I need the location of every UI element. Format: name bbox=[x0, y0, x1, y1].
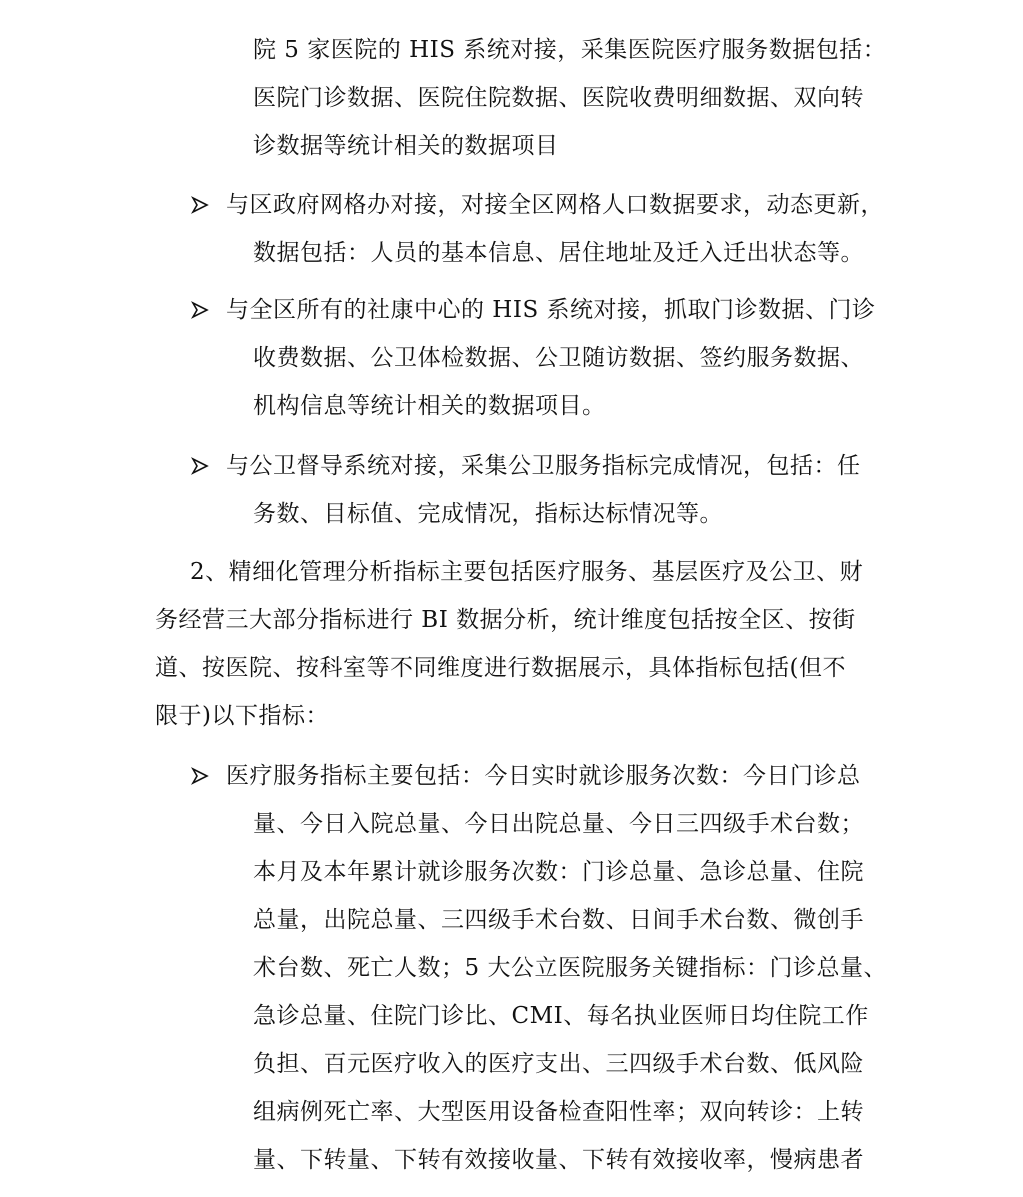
text-line: 诊数据等统计相关的数据项目 bbox=[253, 133, 559, 159]
text-line: 本月及本年累计就诊服务次数：门诊总量、急诊总量、住院 bbox=[253, 859, 864, 885]
text-line: 量、下转量、下转有效接收量、下转有效接收率，慢病患者 bbox=[253, 1147, 864, 1173]
text-line: 医疗服务指标主要包括：今日实时就诊服务次数：今日门诊总 bbox=[226, 763, 861, 789]
text-line: 务数、目标值、完成情况，指标达标情况等。 bbox=[253, 501, 723, 527]
paragraph-line: 限于)以下指标： bbox=[155, 703, 329, 729]
text-line: 数据包括：人员的基本信息、居住地址及迁入迁出状态等。 bbox=[253, 240, 864, 266]
text-line: 负担、百元医疗收入的医疗支出、三四级手术台数、低风险 bbox=[253, 1051, 864, 1077]
arrow-bullet-icon bbox=[190, 300, 210, 320]
text-line: 总量，出院总量、三四级手术台数、日间手术台数、微创手 bbox=[253, 907, 864, 933]
arrow-bullet-icon bbox=[190, 456, 210, 476]
text-line: 组病例死亡率、大型医用设备检查阳性率；双向转诊：上转 bbox=[253, 1099, 864, 1125]
text-line: 与全区所有的社康中心的 HIS 系统对接，抓取门诊数据、门诊 bbox=[226, 297, 876, 323]
text-line: 与区政府网格办对接，对接全区网格人口数据要求，动态更新， bbox=[226, 192, 884, 218]
text-line: 院 5 家医院的 HIS 系统对接，采集医院医疗服务数据包括： bbox=[253, 37, 887, 63]
paragraph-line: 2、精细化管理分析指标主要包括医疗服务、基层医疗及公卫、财 bbox=[190, 559, 864, 585]
arrow-bullet-icon bbox=[190, 195, 210, 215]
paragraph-line: 务经营三大部分指标进行 BI 数据分析，统计维度包括按全区、按街 bbox=[155, 607, 856, 633]
paragraph-line: 道、按医院、按科室等不同维度进行数据展示，具体指标包括(但不 bbox=[155, 655, 846, 681]
text-line: 机构信息等统计相关的数据项目。 bbox=[253, 393, 606, 419]
text-line: 与公卫督导系统对接，采集公卫服务指标完成情况，包括：任 bbox=[226, 453, 861, 479]
arrow-bullet-icon bbox=[190, 766, 210, 786]
text-line: 医院门诊数据、医院住院数据、医院收费明细数据、双向转 bbox=[253, 85, 864, 111]
text-line: 术台数、死亡人数；5 大公立医院服务关键指标：门诊总量、 bbox=[253, 955, 887, 981]
text-line: 量、今日入院总量、今日出院总量、今日三四级手术台数； bbox=[253, 811, 864, 837]
text-line: 急诊总量、住院门诊比、CMI、每名执业医师日均住院工作 bbox=[253, 1003, 869, 1029]
text-line: 收费数据、公卫体检数据、公卫随访数据、签约服务数据、 bbox=[253, 345, 864, 371]
